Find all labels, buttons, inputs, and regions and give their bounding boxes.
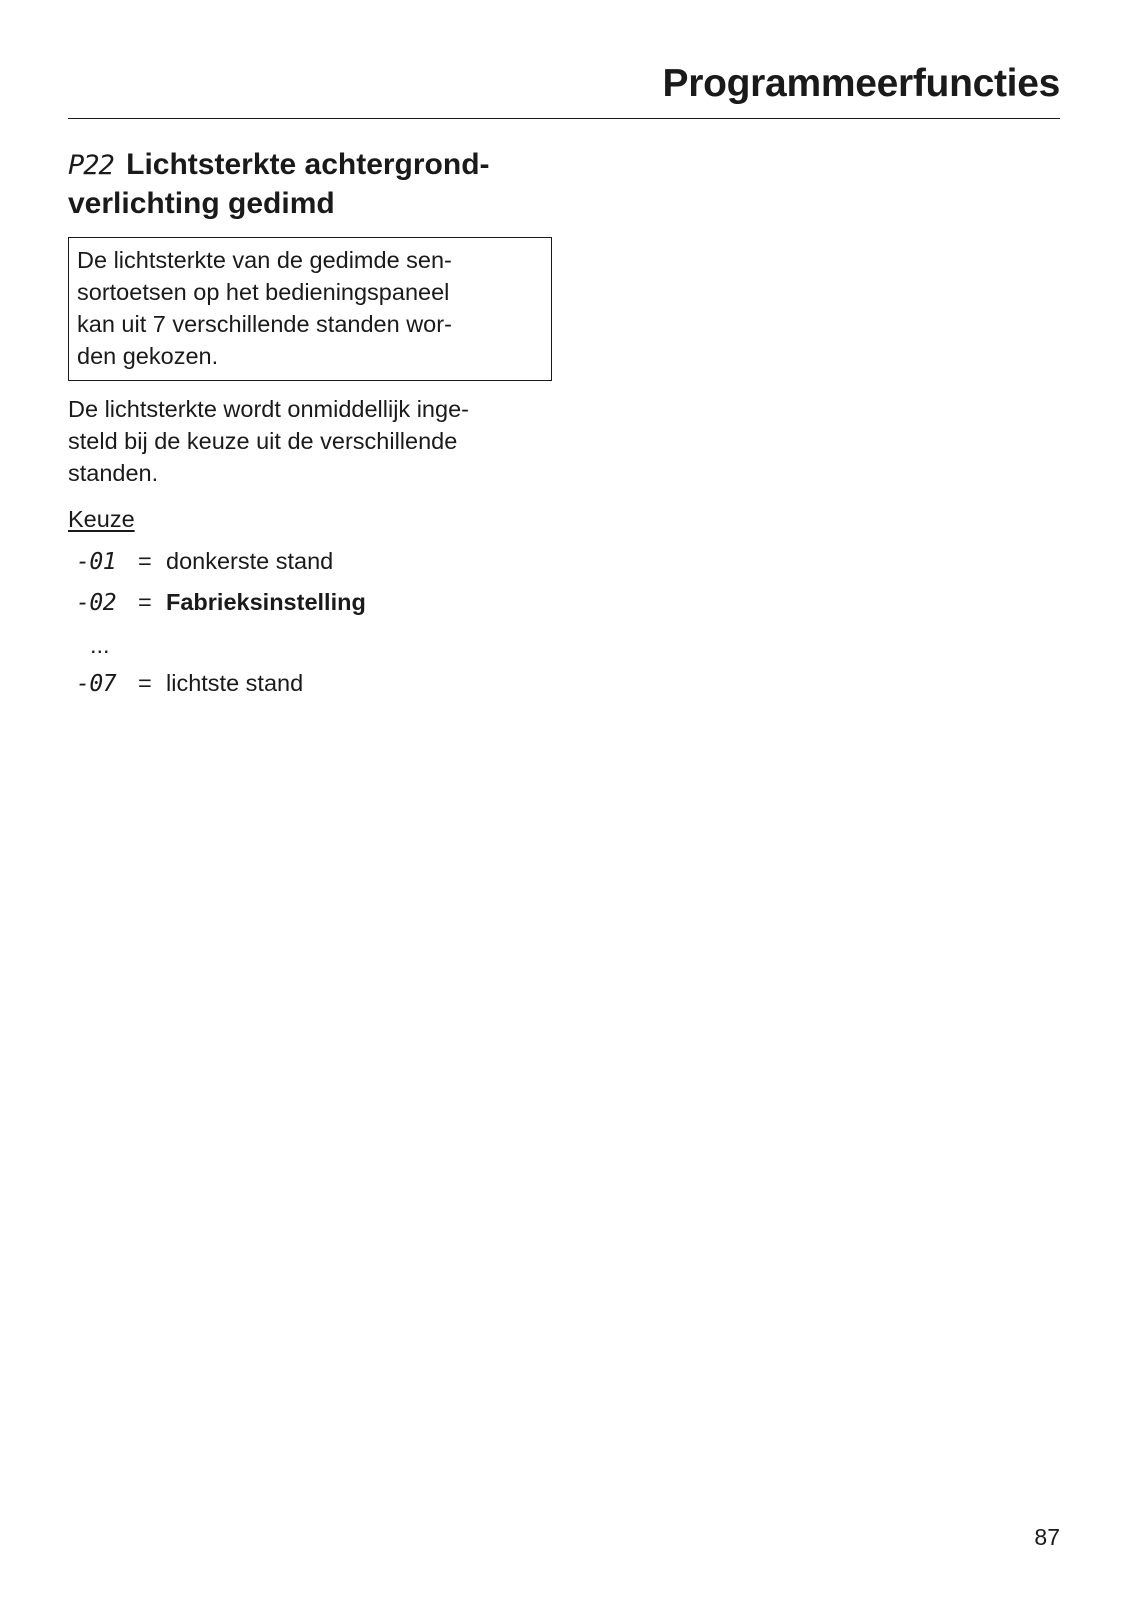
header-divider	[68, 118, 1060, 119]
body-line: standen.	[68, 460, 159, 486]
option-row	[76, 667, 552, 708]
page-header-title: Programmeerfuncties	[662, 62, 1060, 105]
option-text-default: Fabrieksinstelling	[166, 589, 366, 615]
note-line: De lichtsterkte van de gedimde sen-	[77, 247, 452, 273]
note-line: den gekozen.	[77, 343, 219, 369]
option-ellipsis: ...	[90, 632, 110, 658]
body-line: steld bij de keuze uit de verschillende	[68, 428, 458, 454]
section-code: P22	[68, 150, 114, 181]
option-equals: =	[138, 548, 152, 574]
option-code: -01	[76, 549, 117, 575]
option-row	[76, 545, 552, 586]
option-text: donkerste stand	[166, 548, 334, 574]
options-label: Keuze	[68, 506, 135, 532]
note-box	[68, 237, 552, 381]
option-code: -02	[76, 590, 117, 616]
option-text: lichtste stand	[166, 670, 304, 696]
section-heading	[68, 146, 552, 223]
note-line: kan uit 7 verschillende standen wor-	[77, 311, 452, 337]
body-paragraph	[68, 393, 552, 489]
section-heading-line2: verlichting gedimd	[68, 187, 335, 220]
option-equals: =	[138, 589, 152, 615]
options-list	[68, 545, 552, 708]
content-column	[68, 146, 552, 708]
note-line: sortoetsen op het bedieningspaneel	[77, 279, 450, 305]
page-number: 87	[1034, 1524, 1060, 1550]
option-code: -07	[76, 671, 117, 697]
section-heading-line1: Lichtsterkte achtergrond-	[126, 148, 490, 181]
option-row	[76, 586, 552, 627]
body-line: De lichtsterkte wordt onmiddellijk inge-	[68, 396, 469, 422]
option-equals: =	[138, 670, 152, 696]
